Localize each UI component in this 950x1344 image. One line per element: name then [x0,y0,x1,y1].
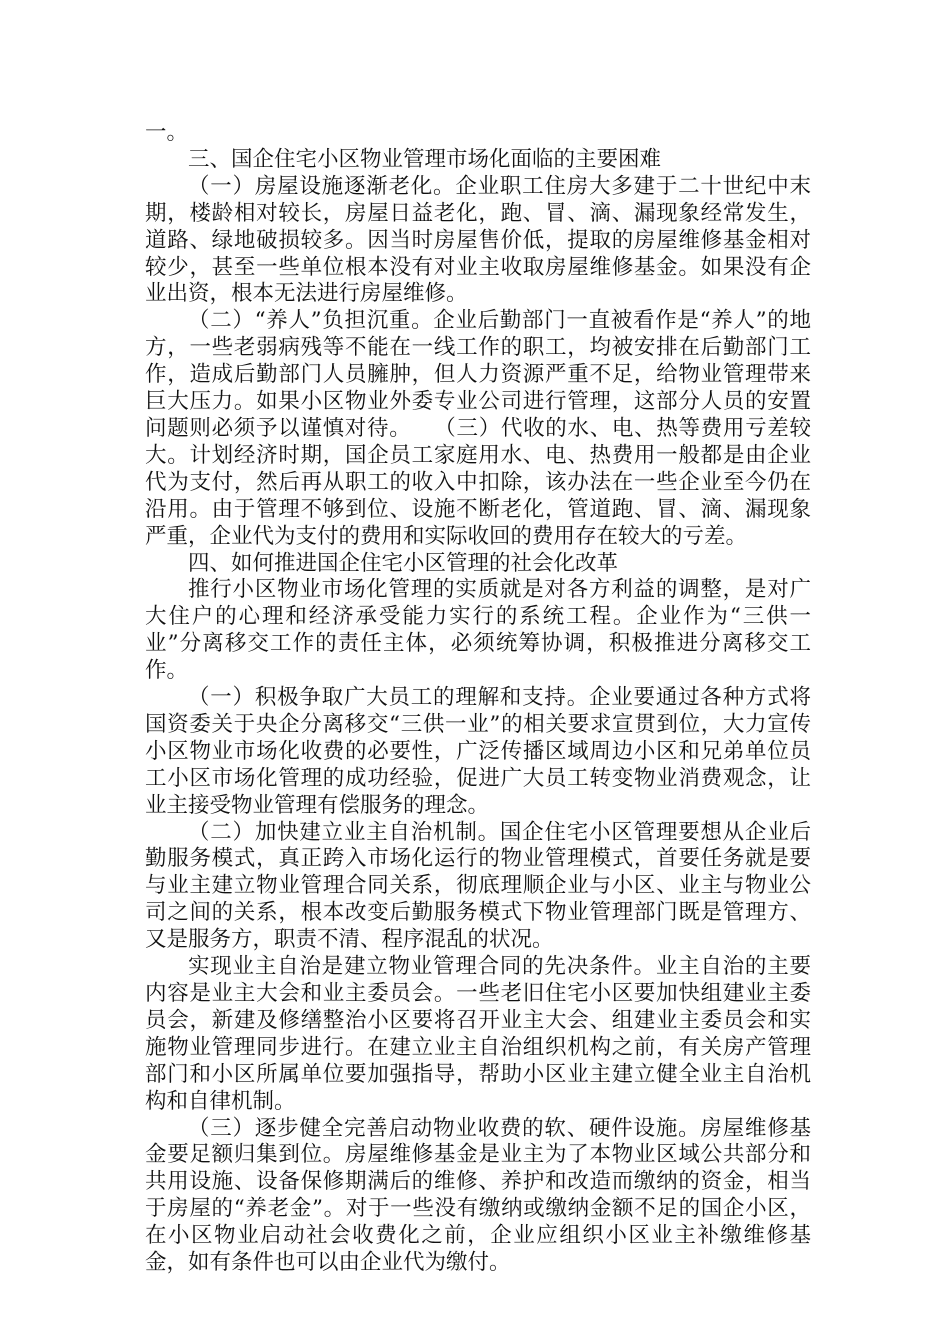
section-heading-4: 四、如何推进国企住宅小区管理的社会化改革 [188,550,619,576]
paragraph-owner-autonomy: （二）加快建立业主自治机制。国企住宅小区管理要想从企业后勤服务模式，真正跨入市场化运行的物业管理模式，首要任务就是要与业主建立物业管理合同关系，彻底理顺企业与小区、业主与物业公司之间的关系，根本改变后勤服务模式下物业管理部门既是管理方、又是服务方，职责不清、程序混乱的状况。 [145,819,811,953]
paragraph-staff-burden: （二）“养人”负担沉重。企业后勤部门一直被看作是“养人”的地方，一些老弱病残等不能在一线工作的职工，均被安排在后勤部门工作，造成后勤部门人员臃肿，但人力资源严重不足，给物业管理带来巨大压力。如果小区物业外委专业公司进行管理，这部分人员的安置问题则必须予以谨慎对待。 （三）代收的水、电、热等费用亏差较大。计划经济时期，国企员工家庭用水、电、热费用一般都是由企业代为支付，然后再从职工的收入中扣除，该办法在一些企业至今仍在沿用。由于管理不够到位、设施不断老化，管道跑、冒、滴、漏现象严重，企业代为支付的费用和实际收回的费用存在较大的亏差。 [145,308,811,549]
section-heading-3: 三、国企住宅小区物业管理市场化面临的主要困难 [188,146,662,172]
paragraph-housing-aging: （一）房屋设施逐渐老化。企业职工住房大多建于二十世纪中末期，楼龄相对较长，房屋日益老化，跑、冒、滴、漏现象经常发生，道路、绿地破损较多。因当时房屋售价低，提取的房屋维修基金相对较少，甚至一些单位根本没有对业主收取房屋维修基金。如果没有企业出资，根本无法进行房屋维修。 [145,173,811,307]
paragraph-owner-committee: 实现业主自治是建立物业管理合同的先决条件。业主自治的主要内容是业主大会和业主委员会。一些老旧住宅小区要加快组建业主委员会，新建及修缮整治小区要将召开业主大会、组建业主委员会和实施物业管理同步进行。在建立业主自治组织机构之前，有关房产管理部门和小区所属单位要加强指导，帮助小区业主建立健全业主自治机构和自律机制。 [145,954,811,1114]
paragraph-continuation: 一。 [145,120,189,145]
paragraph-employee-support: （一）积极争取广大员工的理解和支持。企业要通过各种方式将国资委关于央企分离移交“三供一业”的相关要求宣贯到位，大力宣传小区物业市场化收费的必要性，广泛传播区域周边小区和兄弟单位员工小区市场化管理的成功经验，促进广大员工转变物业消费观念，让业主接受物业管理有偿服务的理念。 [145,685,811,818]
paragraph-market-reform: 推行小区物业市场化管理的实质就是对各方利益的调整，是对广大住户的心理和经济承受能力实行的系统工程。企业作为“三供一业”分离移交工作的责任主体，必须统筹协调，积极推进分离移交工作。 [145,577,811,684]
paragraph-maintenance-fund: （三）逐步健全完善启动物业收费的软、硬件设施。房屋维修基金要足额归集到位。房屋维修基金是业主为了本物业区域公共部分和共用设施、设备保修期满后的维修、养护和改造而缴纳的资金，相当于房屋的“养老金”。对于一些没有缴纳或缴纳金额不足的国企小区，在小区物业启动社会收费化之前，企业应组织小区业主补缴维修基金，如有条件也可以由企业代为缴付。 [145,1115,811,1276]
document-page [145,120,811,1277]
